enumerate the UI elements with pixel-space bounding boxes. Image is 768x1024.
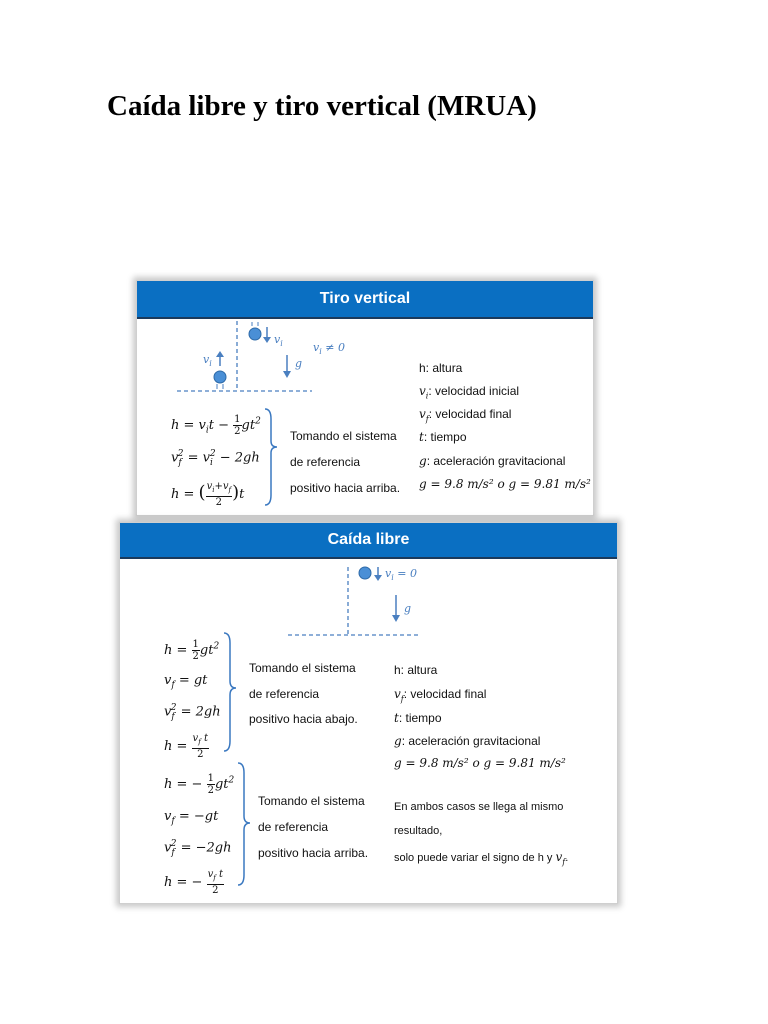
eq-vf-up: $v_f = -gt$ [164, 809, 219, 827]
note-up-2: de referencia [258, 820, 329, 834]
legend-vf: $v_f$: velocidad final [394, 687, 487, 704]
conclusion-2: resultado, [394, 825, 443, 837]
tiro-vertical-card [136, 280, 594, 516]
eq-vf-tiro: $v_f^2 = v_i^2 - 2gh$ [171, 449, 260, 468]
legend-t: t: tiempo [419, 430, 467, 444]
eq-h-tiro: $h = v_it$ − $\frac{1}{2}$ $gt^2$ [171, 414, 261, 437]
caida-libre-title: Caída libre [327, 531, 410, 548]
eq-h2-down: h = $\frac{v_f t}{2}$ [164, 733, 208, 760]
label-vi-top: $v_i$ [274, 333, 283, 349]
legend-g-values: g = 9.8 m/s² o g = 9.81 m/s² [394, 756, 566, 770]
conclusion-1: En ambos casos se llega al mismo [394, 801, 564, 813]
note-up-1: Tomando el sistema [258, 794, 365, 808]
label-vi-bottom: $v_i$ [203, 353, 212, 369]
legend-t: t: tiempo [394, 711, 442, 725]
legend-h: h: altura [394, 663, 438, 677]
legend-g: g: aceleración gravitacional [419, 454, 566, 468]
eq-h-avg-tiro: h = ( $\frac{v_i+v_f}{2}$ )t [171, 481, 245, 508]
legend-vf: $v_f$: velocidad final [419, 407, 512, 424]
eq-vf2-down: $v_f^2 = 2gh$ [164, 703, 221, 722]
legend-g: g: aceleración gravitacional [394, 734, 541, 748]
caida-libre-card [119, 522, 618, 904]
note-tiro-2: de referencia [290, 455, 361, 469]
note-tiro-1: Tomando el sistema [290, 429, 397, 443]
label-g: g [404, 602, 412, 615]
note-down-1: Tomando el sistema [249, 661, 356, 675]
legend-h: h: altura [419, 361, 463, 375]
eq-vf2-up: $v_f^2 = -2gh$ [164, 839, 232, 858]
legend-vi: $v_i$: velocidad inicial [419, 384, 520, 401]
eq-vf-down: $v_f$ = gt [164, 673, 208, 691]
label-vi-zero: $v_i = 0$ [385, 567, 417, 583]
page-title: Caída libre y tiro vertical (MRUA) [107, 90, 537, 122]
ball [359, 567, 371, 579]
eq-h-up: h = − $\frac{1}{2}$ $gt^2$ [164, 773, 235, 796]
label-vi-condition: $v_i \ne 0$ [313, 341, 345, 357]
brace-up [238, 763, 250, 885]
brace [265, 409, 277, 505]
conclusion-3: solo puede variar el signo de h y $v_f$. [394, 850, 569, 867]
note-up-3: positivo hacia arriba. [258, 846, 369, 860]
brace-down [224, 633, 236, 751]
ball-top [249, 328, 261, 340]
note-down-3: positivo hacia abajo. [249, 712, 358, 726]
label-g: g [295, 357, 303, 370]
tiro-vertical-title: Tiro vertical [319, 290, 411, 307]
note-down-2: de referencia [249, 687, 320, 701]
eq-h-down: h = $\frac{1}{2}$ $gt^2$ [164, 639, 220, 662]
eq-h2-up: h = − $\frac{v_f t}{2}$ [164, 869, 224, 896]
legend-g-values: g = 9.8 m/s² o g = 9.81 m/s² [419, 477, 591, 491]
note-tiro-3: positivo hacia arriba. [290, 481, 401, 495]
ball-bottom [214, 371, 226, 383]
